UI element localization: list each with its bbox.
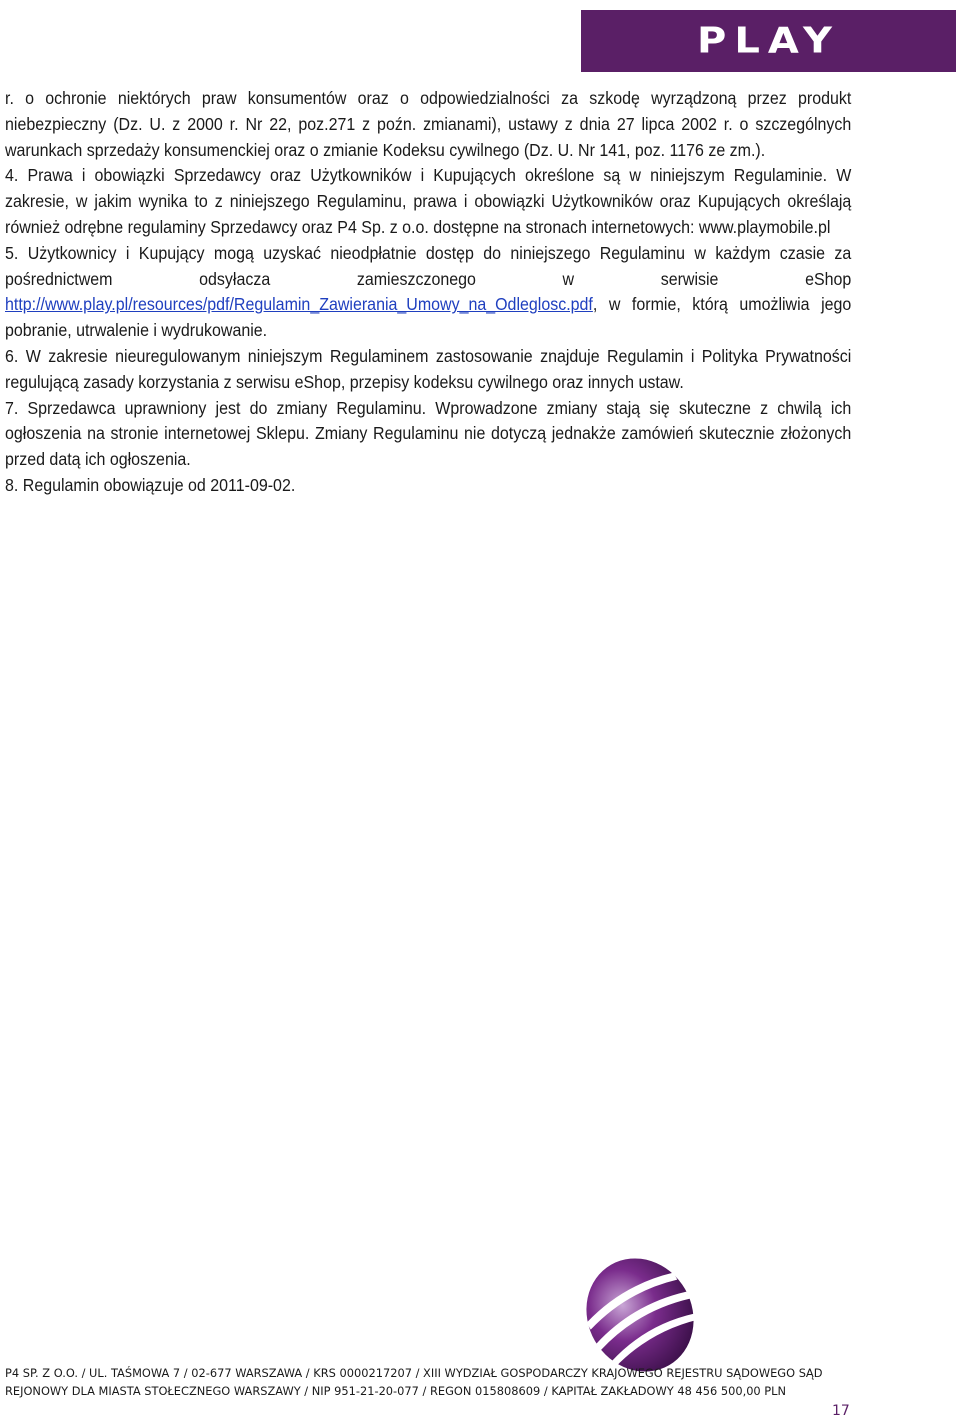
page-footer [5, 1364, 955, 1400]
paragraph-7: 7. Sprzedawca uprawniony jest do zmiany Regulaminu. Wprowadzone zmiany stają się skuteczne z chwilą ich ogłoszenia na stronie internetowej Sklepu. Zmiany Regulaminu nie dotyczą jednakże zamówień skutecznie złożonych przed datą ich ogłoszenia. [5, 397, 852, 470]
regulamin-pdf-link[interactable]: http://www.play.pl/resources/pdf/Regulamin_Zawierania_Umowy_na_Odleglosc.pdf [5, 294, 593, 315]
footer-line-1: P4 SP. Z O.O. / UL. TAŚMOWA 7 / 02-677 WARSZAWA / KRS 0000217207 / XIII WYDZIAŁ GOSPODARCZY KRAJOWEGO REJESTRU SĄDOWEGO SĄD [5, 1366, 823, 1380]
paragraph-5 [5, 241, 851, 344]
logo-text: PLAY [697, 20, 840, 62]
paragraph-5-text-end: , w formie, którą umożliwia jego pobranie, utrwalenie i wydrukowanie. [5, 294, 852, 341]
footer-line-2: REJONOWY DLA MIASTA STOŁECZNEGO WARSZAWY / NIP 951-21-20-077 / REGON 015808609 / KAPITAŁ ZAKŁADOWY 48 456 500,00 PLN [5, 1384, 787, 1398]
paragraph-5-text-start: 5. Użytkownicy i Kupujący mogą uzyskać nieodpłatnie dostęp do niniejszego Regulaminu w każdym czasie za pośrednictwem odsyłacza zamieszczonego w serwisie eShop [5, 242, 852, 289]
paragraph-4: 4. Prawa i obowiązki Sprzedawcy oraz Użytkowników i Kupujących określone są w niniejszym Regulaminie. W zakresie, w jakim wynika to z niniejszego Regulaminu, prawa i obowiązki Użytkowników oraz Kupujących określają również odrębne regulaminy Sprzedawcy oraz P4 Sp. z o.o. dostępne na stronach internetowych: www.playmobile.pl [5, 165, 852, 237]
paragraph-intro: r. o ochronie niektórych praw konsumentów oraz o odpowiedzialności za szkodę wyrządzoną przez produkt niebezpieczny (Dz. U. z 2000 r. Nr 22, poz.271 z poźn. zmianami), ustawy z dnia 27 lipca 2002 r. o szczególnych warunkach sprzedaży konsumenckiej oraz o zmianie Kodeksu cywilnego (Dz. U. Nr 141, poz. 1176 ze zm.). [5, 88, 852, 160]
play-logo [581, 10, 956, 72]
page-number: 17 [832, 1403, 850, 1419]
paragraph-6: 6. W zakresie nieuregulowanym niniejszym Regulaminem zastosowanie znajduje Regulamin i Polityka Prywatności regulującą zasady korzystania z serwisu eShop, przepisy kodeksu cywilnego oraz innych ustaw. [5, 345, 852, 392]
paragraph-8: 8. Regulamin obowiązuje od 2011-09-02. [5, 474, 296, 495]
document-body [5, 86, 851, 499]
